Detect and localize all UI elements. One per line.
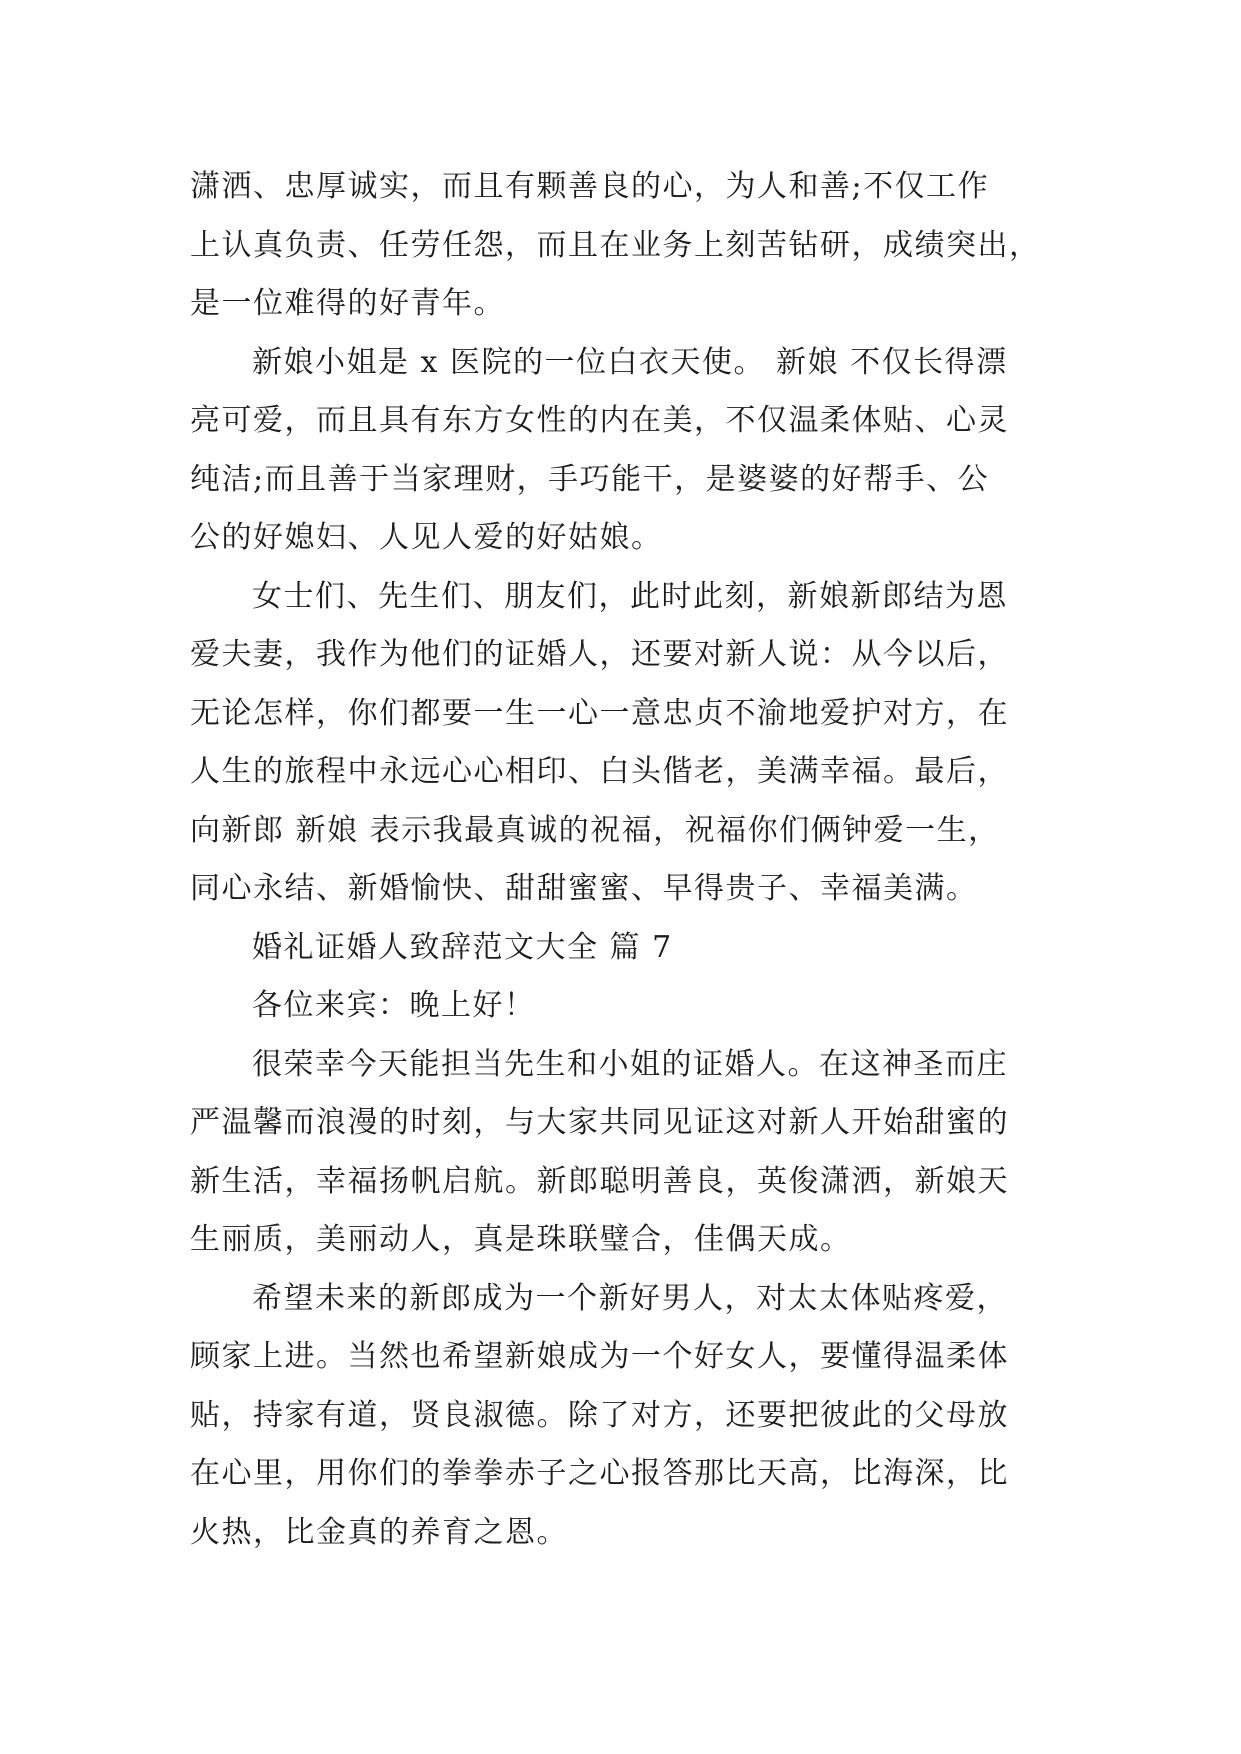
text-line: 新娘小姐是 x 医院的一位白衣天使。 新娘 不仅长得漂 <box>252 344 1008 380</box>
text-line: 是一位难得的好青年。 <box>190 286 505 321</box>
text-line: 在心里，用你们的拳拳赤子之心报答那比天高，比海深，比 <box>190 1456 1009 1491</box>
text-line: 贴，持家有道，贤良淑德。除了对方，还要把彼此的父母放 <box>190 1397 1009 1433</box>
text-line: 顾家上进。当然也希望新娘成为一个好女人，要懂得温柔体 <box>190 1339 1009 1374</box>
text-line: 很荣幸今天能担当先生和小姐的证婚人。在这神圣而庄 <box>252 1046 1008 1082</box>
document-body <box>190 158 1060 1562</box>
text-line: 生丽质，美丽动人，真是珠联璧合，佳偶天成。 <box>190 1222 852 1257</box>
text-line: 女士们、先生们、朋友们，此时此刻，新娘新郎结为恩 <box>252 578 1008 614</box>
text-line: 希望未来的新郎成为一个新好男人，对太太体贴疼爱， <box>252 1280 1008 1316</box>
text-line: 纯洁;而且善于当家理财，手巧能干，是婆婆的好帮手、公 <box>190 461 990 497</box>
text-line: 无论怎样，你们都要一生一心一意忠贞不渝地爱护对方，在 <box>190 695 1009 731</box>
text-line: 爱夫妻，我作为他们的证婚人，还要对新人说：从今以后， <box>190 637 1009 672</box>
text-line: 向新郎 新娘 表示我最真诚的祝福，祝福你们俩钟爱一生， <box>190 812 1000 848</box>
text-line: 严温馨而浪漫的时刻，与大家共同见证这对新人开始甜蜜的 <box>190 1105 1009 1140</box>
text-line: 公的好媳妇、人见人爱的好姑娘。 <box>190 520 663 555</box>
text-line: 潇洒、忠厚诚实，而且有颗善良的心，为人和善;不仅工作 <box>190 169 990 204</box>
text-line: 上认真负责、任劳任怨，而且在业务上刻苦钻研，成绩突出， <box>190 227 1041 263</box>
text-line: 各位来宾：晚上好！ <box>252 988 536 1023</box>
text-line: 同心永结、新婚愉快、甜甜蜜蜜、早得贵子、幸福美满。 <box>190 871 978 906</box>
text-line: 人生的旅程中永远心心相印、白头偕老，美满幸福。最后， <box>190 754 1009 789</box>
text-line: 火热，比金真的养育之恩。 <box>190 1514 568 1550</box>
text-line: 婚礼证婚人致辞范文大全 篇 7 <box>252 929 673 965</box>
text-line: 新生活，幸福扬帆启航。新郎聪明善良，英俊潇洒，新娘天 <box>190 1163 1009 1199</box>
text-line: 亮可爱，而且具有东方女性的内在美，不仅温柔体贴、心灵 <box>190 403 1009 438</box>
